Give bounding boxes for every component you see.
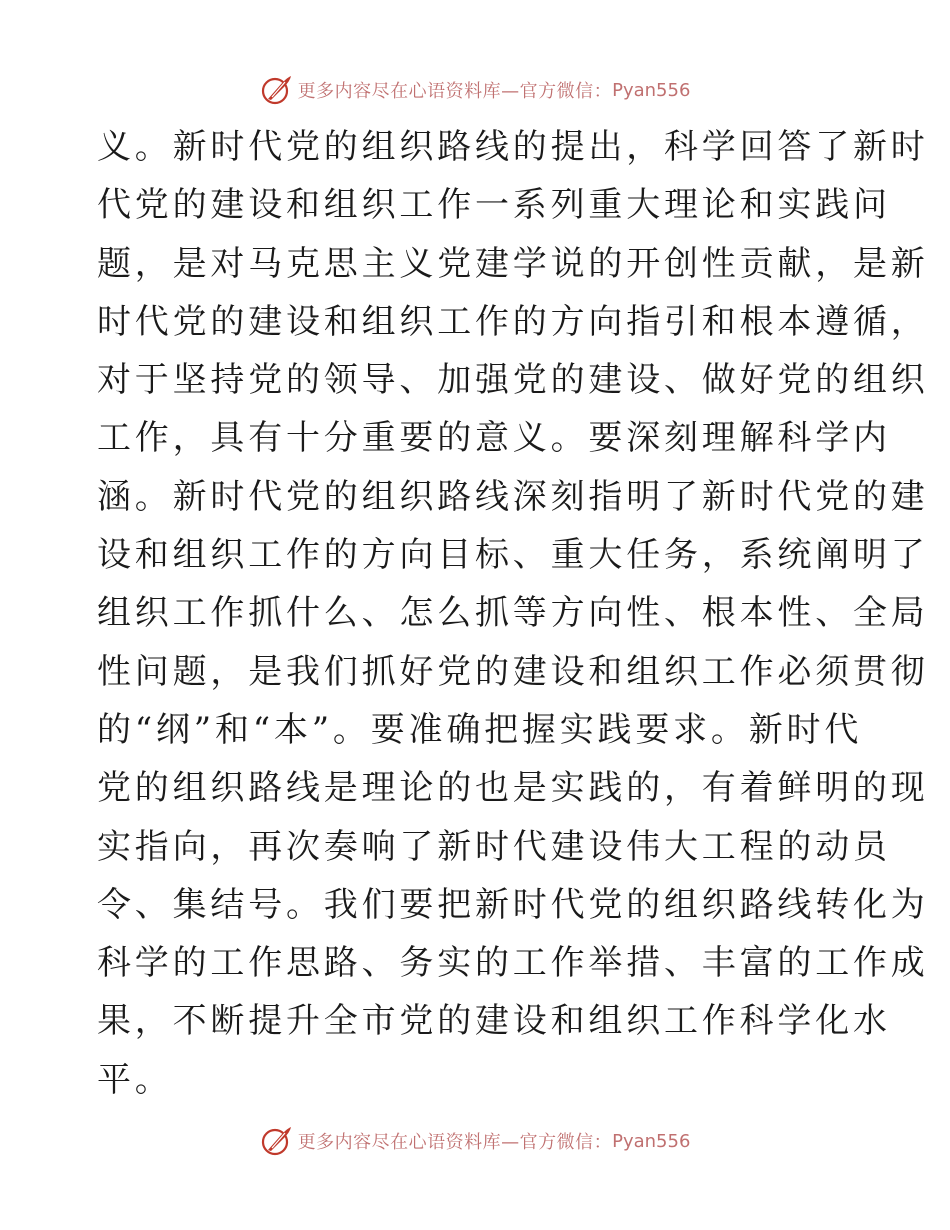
banner-text: 更多内容尽在心语资料库—官方微信： (297, 1132, 613, 1153)
footer-banner (0, 1121, 950, 1161)
paragraph-line: 组织工作抓什么、怎么抓等方向性、根本性、全局 (97, 593, 929, 634)
paragraph-line: 实指向，再次奏响了新时代建设伟大工程的动员 (97, 826, 891, 867)
banner-text: 更多内容尽在心语资料库—官方微信： (297, 81, 613, 102)
paragraph-line: 义。新时代党的组织路线的提出，科学回答了新时 (97, 127, 929, 167)
paragraph-line: 代党的建设和组织工作一系列重大理论和实践问 (97, 185, 891, 226)
paragraph-line: 对于坚持党的领导、加强党的建设、做好党的组织 (97, 360, 929, 401)
paragraph-line: 令、集结号。我们要把新时代党的组织路线转化为 (97, 884, 929, 925)
document-body (97, 118, 929, 1109)
paragraph-line: 科学的工作思路、务实的工作举措、丰富的工作成 (97, 943, 929, 984)
feather-pen-logo-icon (260, 1124, 294, 1158)
wechat-id: Pyan556 (612, 1130, 691, 1152)
paragraph-line: 涵。新时代党的组织路线深刻指明了新时代党的建 (97, 476, 929, 517)
paragraph-line: 工作，具有十分重要的意义。要深刻理解科学内 (97, 418, 891, 459)
paragraph-line: 性问题，是我们抓好党的建设和组织工作必须贯彻 (97, 651, 929, 692)
paragraph-line: 的“纲”和“本”。要准确把握实践要求。新时代 (97, 709, 863, 750)
paragraph-line: 时代党的建设和组织工作的方向指引和根本遵循， (97, 301, 929, 342)
header-banner (0, 70, 950, 110)
paragraph-line: 设和组织工作的方向目标、重大任务，系统阐明了 (97, 535, 929, 576)
wechat-id: Pyan556 (612, 79, 691, 101)
paragraph-line: 果，不断提升全市党的建设和组织工作科学化水 (97, 1001, 891, 1042)
paragraph-line: 党的组织路线是理论的也是实践的，有着鲜明的现 (97, 768, 929, 809)
paragraph-line: 平。 (97, 1059, 173, 1100)
paragraph-line: 题，是对马克思主义党建学说的开创性贡献，是新 (97, 243, 929, 284)
feather-pen-logo-icon (260, 73, 294, 107)
